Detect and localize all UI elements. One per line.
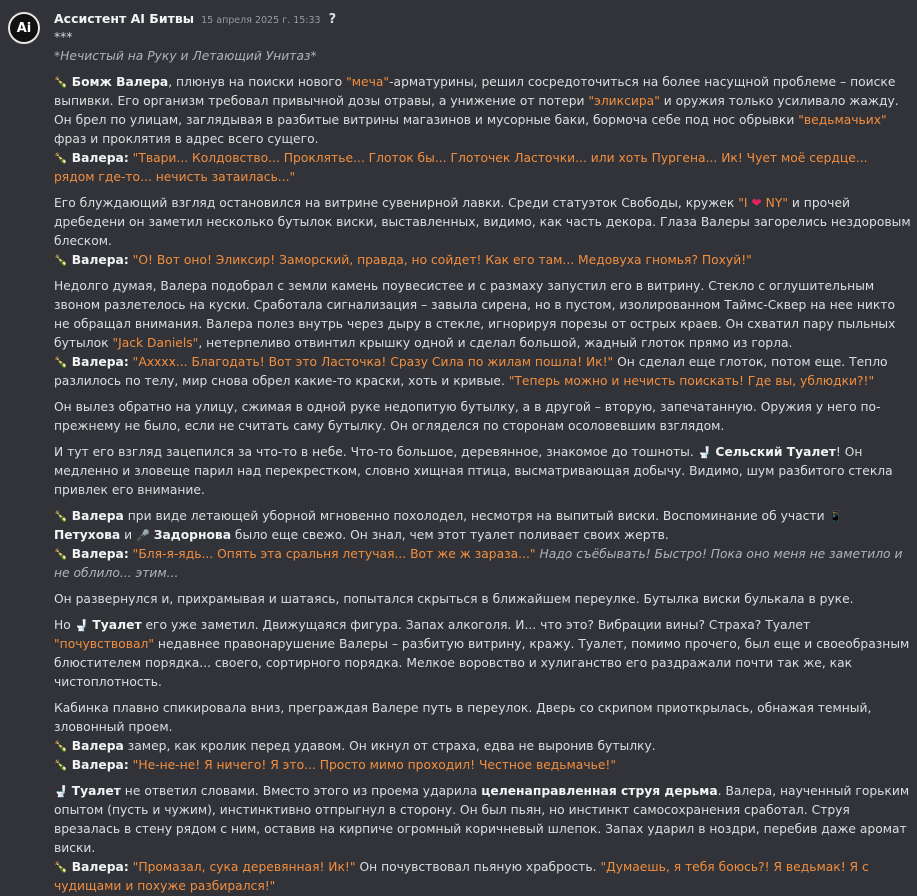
character-name: Валера <box>71 509 124 523</box>
help-icon[interactable]: ? <box>328 12 337 27</box>
text: Он сделал еще глоток, потом еще. Тепло разлилось по телу, мир снова обрел какие-то краски, хоть и кривые. <box>54 355 888 388</box>
paragraph-6 <box>54 507 911 583</box>
text: , нетерпеливо отвинтил крышку одной и сделал большой, жадный глоток прямо из горла. <box>198 336 793 350</box>
paragraph-7: Он развернулся и, прихрамывая и шатаясь, попытался скрыться в ближайшем переулке. Бутылка виски булькала в руке. <box>54 592 854 606</box>
speaker: Валера: <box>71 758 129 772</box>
microphone-icon: 🎤 <box>136 529 150 542</box>
text: Он почувствовал пьяную храбрость. <box>355 860 601 874</box>
text: Но <box>54 618 75 632</box>
character-name: Сельский Туалет <box>715 445 836 459</box>
text: при виде летающей уборной мгновенно похолодел, несмотря на выпитый виски. Воспоминание об участи <box>123 509 829 523</box>
paragraph-8 <box>54 616 911 692</box>
bot-avatar[interactable] <box>8 12 40 44</box>
paragraph-2 <box>54 194 911 270</box>
text: его уже заметил. Движущаяся фигура. Запах алкоголя. И... что это? Вибрации вины? Страха? Туалет <box>141 618 811 632</box>
character-name: Задорнова <box>153 528 231 542</box>
quote: "I <box>738 196 752 210</box>
quote: "меча" <box>346 75 390 89</box>
message-body <box>54 28 911 896</box>
speech: "Ахххх... Благодать! Вот это Ласточка! Сразу Сила по жилам пошла! Ик!" <box>132 355 614 369</box>
dialogue-line <box>54 858 911 896</box>
toilet-icon: 🚽 <box>74 619 89 632</box>
text: недавнее правонарушение Валеры – разбитую витрину, кражу. Туалет, помимо прочего, был еще и своеобразным блюстителем порядка... своего, сортирного порядка. Мелкое воровство и хулиганство его раздражали почти так же, как чистоплотность. <box>54 637 910 689</box>
text: и <box>120 528 137 542</box>
bottle-icon: 🍾 <box>54 759 68 772</box>
text: , плюнув на поиски нового <box>168 75 347 89</box>
bottle-icon: 🍾 <box>54 548 68 561</box>
speech: "Думаешь, я тебя боюсь?! Я ведьмак! Я с чудищами и похуже разбирался!" <box>54 860 869 893</box>
quote: NY" <box>761 196 788 210</box>
text: не ответил словами. Вместо этого из проема ударила <box>120 784 482 798</box>
message-timestamp: 15 апреля 2025 г. 15:33 <box>201 15 321 26</box>
quote: "ведьмачьих" <box>798 113 887 127</box>
text: . Валера, наученный горьким опытом (пусть и чужим), инстинктивно отпрыгнул в сторону. Он был пьян, но инстинкт самосохранения сработал. Струя врезалась в стену рядом с ним, оставив на кирпиче огромный коричневый шлепок. Запах ударил в ноздри, перебив даже аромат виски. <box>54 784 910 855</box>
quote: "Jack Daniels" <box>112 336 199 350</box>
speech: "О! Вот оно! Эликсир! Заморский, правда, но сойдет! Как его там... Медовуха гномья? Похуй!" <box>132 253 752 267</box>
bold-text: целенаправленная струя дерьма <box>481 784 718 798</box>
bottle-icon: 🍾 <box>54 254 68 267</box>
text: фраз и проклятия в адрес всего сущего. <box>54 132 319 146</box>
text: ! Он медленно и зловеще парил над перекрестком, словно хищная птица, высматривающая добычу. Видимо, шум разбитого стекла привлек его внимание. <box>54 445 893 497</box>
toilet-icon: 🚽 <box>697 446 712 459</box>
speech: "Не-не-не! Я ничего! Я это... Просто мимо проходил! Честное ведьмачье!" <box>132 758 616 772</box>
stars-line: *** <box>54 30 73 44</box>
phone-icon: 📱 <box>828 510 843 523</box>
dialogue-line <box>54 545 911 583</box>
character-name: Бомж Валера <box>71 75 169 89</box>
paragraph-1 <box>54 73 911 187</box>
paragraph-4: Он вылез обратно на улицу, сжимая в одной руке недопитую бутылку, а в другой – вторую, запечатанную. Оружия у него по-прежнему не было, если не считать саму бутылку. Он огляделся по сторонам осоловевшим взглядом. <box>54 400 881 433</box>
bottle-icon: 🍾 <box>54 861 68 874</box>
text: Его блуждающий взгляд остановился на витрине сувенирной лавки. Среди статуэток Свободы, кружек <box>54 196 739 210</box>
bottle-icon: 🍾 <box>54 510 68 523</box>
author-name[interactable]: Ассистент AI Битвы <box>54 11 195 26</box>
message-header <box>54 8 911 28</box>
bottle-icon: 🍾 <box>54 356 68 369</box>
dialogue-line <box>54 149 911 187</box>
character-name: Туалет <box>71 784 121 798</box>
speech: "Промазал, сука деревянная! Ик!" <box>132 860 356 874</box>
dialogue-line <box>54 353 911 391</box>
heart-icon: ❤ <box>751 196 762 210</box>
dialogue-line <box>54 251 911 270</box>
quote: "почувствовал" <box>54 637 155 651</box>
paragraph-5 <box>54 443 911 500</box>
bottle-icon: 🍾 <box>54 76 68 89</box>
speaker: Валера: <box>71 253 129 267</box>
text: Недолго думая, Валера подобрал с земли камень поувесистее и с размаху запустил его в витрину. Стекло с оглушительным звоном разлетелось на куски. Сработала сигнализация – завыла сирена, но в пустом, изолированном Таймс-Сквер на нее никто не обращал внимания. Валера полез внутрь через дыру в стекле, игнорируя порезы от острых краев. Он схватил пару пыльных бутылок <box>54 279 896 350</box>
speaker: Валера: <box>71 860 129 874</box>
text: Кабинка плавно спикировала вниз, преграждая Валере путь в переулок. Дверь со скрипом приоткрылась, обнажая темный, зловонный проем. <box>54 701 872 734</box>
bottle-icon: 🍾 <box>54 152 68 165</box>
story-title: *Нечистый на Руку и Летающий Унитаз* <box>54 49 317 63</box>
dialogue-line <box>54 756 911 775</box>
text: и оружия только усиливало жажду. Он брел по улицам, заглядывая в разбитые витрины магазинов и мусорные баки, бормоча себе под нос обрывки <box>54 94 899 127</box>
text: и прочей дребедени он заметил несколько бутылок виски, выставленных, видимо, как часть декора. Глаза Валеры загорелись нездоровым блеском. <box>54 196 911 248</box>
speaker: Валера: <box>71 151 129 165</box>
text: замер, как кролик перед удавом. Он икнул от страха, едва не выронив бутылку. <box>123 739 656 753</box>
paragraph-3 <box>54 277 911 391</box>
speaker: Валера: <box>71 355 129 369</box>
avatar-text: Ai <box>16 20 32 36</box>
text: -арматурины, решил сосредоточиться на более насущной проблеме – поиске выпивки. Его организм требовал привычной дозы отравы, а унижение от потери <box>54 75 896 108</box>
toilet-icon: 🚽 <box>54 785 68 798</box>
text: И тут его взгляд зацепился за что-то в небе. Что-то большое, деревянное, знакомое до тошноты. <box>54 445 698 459</box>
character-name: Валера <box>71 739 124 753</box>
character-name: Петухова <box>54 528 121 542</box>
narration-line <box>54 737 911 756</box>
speaker: Валера: <box>71 547 129 561</box>
character-name: Туалет <box>92 618 142 632</box>
speech: "Теперь можно и нечисть поискать! Где вы, ублюдки?!" <box>508 374 875 388</box>
paragraph-10 <box>54 782 911 896</box>
speech: "Бля-я-ядь... Опять эта сральня летучая... Вот же ж зараза..." <box>132 547 536 561</box>
paragraph-9 <box>54 699 911 775</box>
text: было еще свежо. Он знал, чем этот туалет поливает своих жертв. <box>231 528 669 542</box>
bottle-icon: 🍾 <box>54 740 68 753</box>
aside: Надо съёбывать! Быстро! Пока оно меня не заметило и не облило... этим... <box>54 547 903 580</box>
speech: "Твари... Колдовство... Проклятье... Глоток бы... Глоточек Ласточки... или хоть Пургена... Ик! Чует моё сердце... рядом где-то... нечисть затаилась..." <box>54 151 868 184</box>
quote: "эликсира" <box>588 94 660 108</box>
